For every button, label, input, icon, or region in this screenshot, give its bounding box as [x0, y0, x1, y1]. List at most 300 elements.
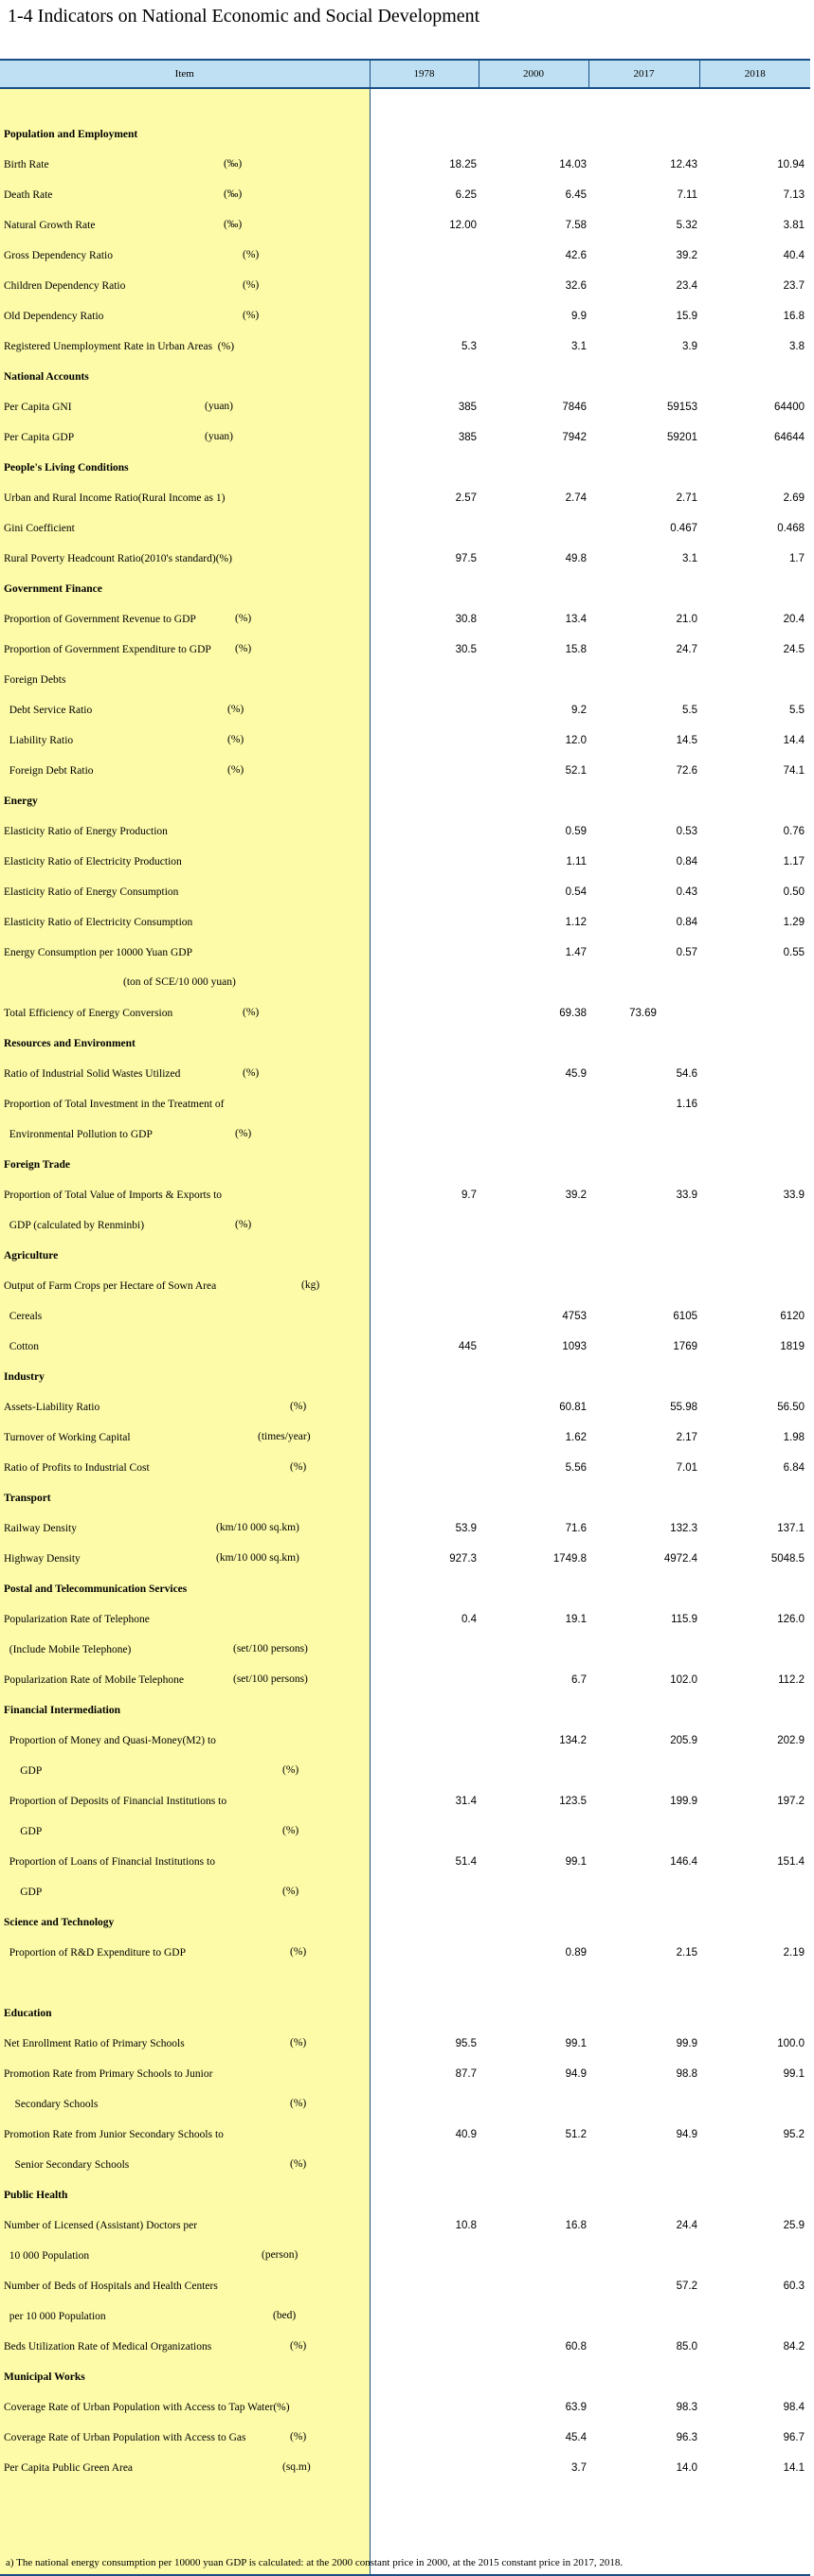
table-row — [0, 1665, 810, 1695]
value-cell-2018: 84.2 — [783, 2341, 805, 2352]
indicator-name-cell — [0, 1756, 370, 1786]
indicator-name-cell — [0, 331, 370, 362]
indicator-label: Number of Beds of Hospitals and Health Centers — [4, 2281, 218, 2292]
value-cell-2018: 112.2 — [778, 1674, 805, 1686]
value-cell-2018: 16.8 — [783, 311, 805, 322]
value-cell-2018 — [699, 2089, 810, 2120]
indicator-label: Elasticity Ratio of Energy Production — [4, 826, 168, 837]
table-row — [0, 1392, 810, 1422]
table-row — [0, 847, 810, 877]
value-cell-2018: 0.76 — [783, 826, 805, 837]
table-row — [0, 1453, 810, 1483]
indicator-name-cell — [0, 150, 370, 180]
section-heading — [0, 1241, 370, 1271]
value-cell-2000: 63.9 — [565, 2402, 587, 2413]
section-heading — [0, 453, 370, 483]
value-cell-2018 — [699, 1695, 810, 1726]
blank-row — [0, 1968, 810, 1998]
value-cell-1978: 18.25 — [449, 159, 477, 170]
value-cell-2018: 33.9 — [783, 1190, 805, 1201]
section-heading — [0, 2180, 370, 2210]
value-cell-1978 — [370, 1665, 479, 1695]
table-row — [0, 2423, 810, 2453]
value-cell-2000: 2.74 — [565, 492, 587, 504]
indicator-unit: (‰) — [224, 219, 243, 230]
value-cell-1978: 95.5 — [455, 2038, 477, 2049]
value-cell-2018 — [699, 1574, 810, 1604]
value-cell-2018 — [699, 1271, 810, 1301]
value-cell-2017 — [588, 1119, 699, 1150]
indicator-name-cell — [0, 2453, 370, 2483]
indicator-name-cell — [0, 2150, 370, 2180]
table-row — [0, 2120, 810, 2150]
value-cell-2017 — [588, 1029, 699, 1059]
section-heading — [0, 1150, 370, 1180]
value-cell-2017 — [588, 1816, 699, 1847]
table-row — [0, 271, 810, 301]
table-row — [0, 1180, 810, 1210]
table-row — [0, 2089, 810, 2120]
value-cell-2017: 98.3 — [676, 2402, 697, 2413]
table-row — [0, 2210, 810, 2241]
section-heading-row — [0, 1574, 810, 1604]
value-cell-2000 — [479, 574, 588, 604]
indicator-name-cell — [0, 1635, 370, 1665]
section-heading-label: Financial Intermediation — [4, 1705, 120, 1716]
value-cell-2018: 56.50 — [777, 1402, 805, 1413]
section-heading-row — [0, 453, 810, 483]
value-cell-1978 — [370, 1695, 479, 1726]
value-cell-2000: 60.8 — [565, 2341, 587, 2352]
table-row — [0, 2150, 810, 2180]
value-cell-2018: 1819 — [780, 1341, 805, 1352]
value-cell-1978: 51.4 — [455, 1856, 477, 1868]
indicator-label: Ratio of Industrial Solid Wastes Utilized — [4, 1068, 181, 1080]
value-cell-1978 — [370, 1483, 479, 1513]
value-cell-2000 — [479, 2089, 588, 2120]
value-cell-2000 — [479, 2301, 588, 2332]
section-heading-label: Population and Employment — [4, 129, 138, 140]
value-cell-2017: 59201 — [667, 432, 697, 443]
indicator-name-cell — [0, 1544, 370, 1574]
value-cell-2000 — [479, 1574, 588, 1604]
value-cell-1978 — [370, 1453, 479, 1483]
value-cell-2017 — [588, 1150, 699, 1180]
value-cell-2000 — [479, 1695, 588, 1726]
table-row — [0, 544, 810, 574]
value-cell-1978 — [370, 301, 479, 331]
indicator-name-cell — [0, 483, 370, 513]
indicator-name-cell — [0, 1726, 370, 1756]
value-cell-2018 — [699, 2180, 810, 2210]
value-cell-1978 — [370, 1907, 479, 1938]
value-cell-1978 — [370, 2362, 479, 2392]
column-header-2018: 2018 — [699, 60, 810, 88]
value-cell-2017: 14.0 — [676, 2462, 697, 2474]
table-row — [0, 2332, 810, 2362]
value-cell-2000 — [479, 2180, 588, 2210]
section-heading-label: Government Finance — [4, 583, 102, 595]
value-cell-2017: 0.57 — [676, 947, 697, 958]
value-cell-2017: 3.9 — [682, 341, 697, 352]
value-cell-1978 — [370, 1241, 479, 1271]
value-cell-2000: 71.6 — [565, 1523, 587, 1534]
value-cell-2000: 32.6 — [565, 280, 587, 292]
value-cell-1978: 5.3 — [461, 341, 477, 352]
value-cell-2017 — [588, 1756, 699, 1786]
value-cell-2017 — [588, 119, 699, 150]
indicator-name-cell — [0, 1180, 370, 1210]
indicator-label: Total Efficiency of Energy Conversion — [4, 1008, 173, 1019]
table-row — [0, 1513, 810, 1544]
indicator-name-cell — [0, 877, 370, 907]
value-cell-1978 — [370, 1301, 479, 1332]
value-cell-2017: 3.1 — [682, 553, 697, 564]
indicator-name-cell — [0, 301, 370, 331]
column-header-item: Item — [0, 60, 370, 88]
blank-value-cell — [588, 2483, 699, 2513]
indicator-label: Turnover of Working Capital — [4, 1432, 131, 1443]
indicator-label: 10 000 Population — [4, 2250, 90, 2262]
indicator-unit: (sq.m) — [282, 2461, 311, 2473]
indicator-name-cell — [0, 1059, 370, 1089]
indicator-unit: (%) — [227, 734, 244, 745]
value-cell-2000: 12.0 — [565, 735, 587, 746]
indicator-unit: (%) — [235, 643, 252, 654]
indicator-label: Old Dependency Ratio — [4, 311, 104, 322]
value-cell-1978 — [370, 1119, 479, 1150]
value-cell-2017: 199.9 — [670, 1796, 697, 1807]
value-cell-1978 — [370, 1816, 479, 1847]
section-heading-label: Science and Technology — [4, 1917, 115, 1928]
value-cell-2017 — [588, 1483, 699, 1513]
value-cell-2017: 115.9 — [671, 1614, 697, 1625]
indicator-name-cell — [0, 392, 370, 422]
indicator-name-cell — [0, 241, 370, 271]
value-cell-1978 — [370, 1998, 479, 2029]
indicator-name-cell — [0, 1513, 370, 1544]
value-cell-2017 — [588, 1210, 699, 1241]
value-cell-2000: 1.62 — [565, 1432, 587, 1443]
table-row — [0, 1726, 810, 1756]
indicator-unit: (yuan) — [205, 431, 234, 442]
value-cell-2000 — [479, 453, 588, 483]
blank-value-cell — [699, 88, 810, 119]
value-cell-2017: 5.5 — [682, 705, 697, 716]
value-cell-2000 — [479, 786, 588, 816]
table-row — [0, 1604, 810, 1635]
indicator-label: Secondary Schools — [4, 2099, 99, 2110]
value-cell-2000 — [479, 513, 588, 544]
table-row — [0, 2059, 810, 2089]
value-cell-1978: 97.5 — [455, 553, 477, 564]
value-cell-2000 — [479, 968, 588, 998]
section-heading-row — [0, 119, 810, 150]
table-row — [0, 2301, 810, 2332]
value-cell-2000: 6.45 — [565, 189, 587, 201]
value-cell-1978 — [370, 1726, 479, 1756]
indicator-label: Number of Licensed (Assistant) Doctors per — [4, 2220, 198, 2231]
indicator-unit: (%) — [243, 1067, 260, 1079]
value-cell-2017: 21.0 — [676, 614, 697, 625]
value-cell-1978: 12.00 — [449, 220, 477, 231]
value-cell-2017: 94.9 — [676, 2129, 697, 2140]
value-cell-1978 — [370, 1877, 479, 1907]
blank-value-cell — [370, 2513, 479, 2544]
value-cell-1978 — [370, 362, 479, 392]
indicator-unit: (%) — [290, 2158, 307, 2170]
table-row — [0, 392, 810, 422]
indicator-table-container — [0, 59, 814, 2576]
indicator-name-cell — [0, 816, 370, 847]
indicator-name-cell — [0, 695, 370, 725]
value-cell-1978 — [370, 574, 479, 604]
indicator-unit: (%) — [243, 249, 260, 260]
table-row — [0, 2241, 810, 2271]
indicator-label: Popularization Rate of Mobile Telephone — [4, 1674, 184, 1686]
section-heading-label: People's Living Conditions — [4, 462, 129, 474]
value-cell-2000 — [479, 1210, 588, 1241]
value-cell-1978 — [370, 907, 479, 938]
value-cell-2000: 7846 — [562, 402, 587, 413]
indicator-unit: (yuan) — [205, 401, 234, 412]
value-cell-2018: 7.13 — [783, 189, 805, 201]
section-heading — [0, 1907, 370, 1938]
value-cell-2017 — [588, 1362, 699, 1392]
value-cell-1978 — [370, 786, 479, 816]
indicator-label: Death Rate — [4, 189, 53, 201]
value-cell-2000: 94.9 — [565, 2068, 587, 2080]
footnote: a) The national energy consumption per 10000 yuan GDP is calculated: at the 2000 constant price in 2000, at the 2015 constant price in 2017, 2018. — [6, 2557, 624, 2568]
indicator-name-cell — [0, 180, 370, 210]
section-heading-row — [0, 1998, 810, 2029]
indicator-label: Environmental Pollution to GDP — [4, 1129, 153, 1140]
value-cell-2018: 3.8 — [789, 341, 805, 352]
indicator-name-cell — [0, 725, 370, 756]
value-cell-2017: 6105 — [673, 1311, 697, 1322]
value-cell-2018: 3.81 — [783, 220, 805, 231]
value-cell-2000: 45.9 — [565, 1068, 587, 1080]
indicator-label: Gross Dependency Ratio — [4, 250, 113, 261]
value-cell-2000 — [479, 1816, 588, 1847]
indicator-label: Children Dependency Ratio — [4, 280, 126, 292]
value-cell-1978 — [370, 1089, 479, 1119]
blank-row — [0, 88, 810, 119]
value-cell-2017 — [588, 1998, 699, 2029]
section-heading-label: Postal and Telecommunication Services — [4, 1583, 188, 1595]
value-cell-1978 — [370, 1271, 479, 1301]
value-cell-2018: 98.4 — [783, 2402, 805, 2413]
value-cell-2017: 0.84 — [676, 917, 697, 928]
section-heading-label: Energy — [4, 796, 38, 807]
value-cell-2018: 24.5 — [783, 644, 805, 655]
indicator-label: Proportion of R&D Expenditure to GDP — [4, 1947, 186, 1959]
indicator-label: per 10 000 Population — [4, 2311, 106, 2322]
value-cell-2018: 6120 — [780, 1311, 805, 1322]
value-cell-2018: 96.7 — [783, 2432, 805, 2443]
indicator-label: Cotton — [4, 1341, 40, 1352]
indicator-unit: (%) — [290, 1401, 307, 1412]
table-row — [0, 938, 810, 968]
indicator-label: Popularization Rate of Telephone — [4, 1614, 150, 1625]
table-row — [0, 604, 810, 635]
value-cell-2018: 202.9 — [777, 1735, 805, 1746]
value-cell-1978 — [370, 1422, 479, 1453]
indicator-label: Proportion of Total Value of Imports & Exports to — [4, 1190, 223, 1201]
value-cell-2018: 1.7 — [789, 553, 805, 564]
value-cell-2000 — [479, 665, 588, 695]
value-cell-2017: 59153 — [667, 402, 697, 413]
indicator-name-cell — [0, 1665, 370, 1695]
indicator-label: Foreign Debt Ratio — [4, 765, 94, 777]
indicator-name-cell — [0, 2089, 370, 2120]
value-cell-2017 — [588, 1574, 699, 1604]
table-row — [0, 968, 810, 998]
value-cell-2000: 9.9 — [571, 311, 587, 322]
table-row — [0, 1210, 810, 1241]
value-cell-2018: 6.84 — [783, 1462, 805, 1474]
value-cell-2017: 1769 — [673, 1341, 697, 1352]
value-cell-2018: 95.2 — [783, 2129, 805, 2140]
value-cell-2018 — [699, 1998, 810, 2029]
value-cell-2018 — [699, 1059, 810, 1089]
value-cell-2017 — [588, 786, 699, 816]
value-cell-1978 — [370, 725, 479, 756]
indicator-name-cell — [0, 1119, 370, 1150]
blank-item-cell — [0, 88, 370, 119]
indicator-name-cell — [0, 2120, 370, 2150]
section-heading — [0, 2362, 370, 2392]
value-cell-2000: 123.5 — [559, 1796, 587, 1807]
value-cell-2018: 126.0 — [777, 1614, 805, 1625]
value-cell-2000 — [479, 119, 588, 150]
table-row — [0, 635, 810, 665]
value-cell-2000: 1749.8 — [552, 1553, 587, 1565]
value-cell-2018 — [699, 1362, 810, 1392]
value-cell-2000: 3.1 — [571, 341, 587, 352]
value-cell-2000: 7942 — [562, 432, 587, 443]
value-cell-2017: 98.8 — [676, 2068, 697, 2080]
value-cell-1978: 53.9 — [455, 1523, 477, 1534]
indicator-label: Ratio of Profits to Industrial Cost — [4, 1462, 150, 1474]
section-heading-label: Municipal Works — [4, 2371, 85, 2383]
blank-value-cell — [699, 2483, 810, 2513]
value-cell-2018 — [699, 998, 810, 1029]
value-cell-2017: 15.9 — [676, 311, 697, 322]
value-cell-2000: 99.1 — [565, 2038, 587, 2049]
indicator-label: Net Enrollment Ratio of Primary Schools — [4, 2038, 185, 2049]
indicator-name-cell — [0, 604, 370, 635]
section-heading — [0, 362, 370, 392]
value-cell-2017: 96.3 — [676, 2432, 697, 2443]
value-cell-1978 — [370, 847, 479, 877]
indicator-label: Foreign Debts — [4, 674, 66, 686]
value-cell-2000: 13.4 — [565, 614, 587, 625]
blank-value-cell — [370, 88, 479, 119]
indicator-label: Rural Poverty Headcount Ratio(2010's standard)(%) — [4, 553, 232, 564]
indicator-name-cell — [0, 1604, 370, 1635]
section-heading-row — [0, 1029, 810, 1059]
indicator-name-cell — [0, 1453, 370, 1483]
value-cell-1978 — [370, 938, 479, 968]
section-heading — [0, 1998, 370, 2029]
value-cell-2017 — [588, 665, 699, 695]
value-cell-1978 — [370, 756, 479, 786]
value-cell-1978 — [370, 1938, 479, 1968]
value-cell-2018: 1.29 — [783, 917, 805, 928]
indicator-name-cell — [0, 2423, 370, 2453]
indicator-unit: (times/year) — [258, 1431, 311, 1442]
value-cell-2000: 60.81 — [559, 1402, 587, 1413]
table-row — [0, 1938, 810, 1968]
value-cell-2000 — [479, 2271, 588, 2301]
value-cell-2000 — [479, 362, 588, 392]
indicator-name-cell — [0, 756, 370, 786]
value-cell-2018 — [699, 362, 810, 392]
value-cell-2017: 2.15 — [676, 1947, 697, 1959]
indicator-label: Elasticity Ratio of Electricity Production — [4, 856, 182, 868]
table-row — [0, 2271, 810, 2301]
table-row — [0, 1786, 810, 1816]
indicator-unit: (%) — [282, 1764, 299, 1776]
value-cell-2017 — [588, 2180, 699, 2210]
indicator-name-cell — [0, 2241, 370, 2271]
indicator-name-cell — [0, 1332, 370, 1362]
indicator-label: Beds Utilization Rate of Medical Organizations — [4, 2341, 212, 2352]
value-cell-2018: 99.1 — [783, 2068, 805, 2080]
indicator-name-cell — [0, 1210, 370, 1241]
section-heading-label: National Accounts — [4, 371, 89, 383]
value-cell-1978: 385 — [458, 402, 477, 413]
table-row — [0, 816, 810, 847]
value-cell-2000: 51.2 — [565, 2129, 587, 2140]
value-cell-1978 — [370, 271, 479, 301]
indicator-label: Per Capita GNI — [4, 402, 72, 413]
table-row — [0, 2029, 810, 2059]
indicator-label: Urban and Rural Income Ratio(Rural Income as 1) — [4, 492, 226, 504]
indicator-label: Proportion of Loans of Financial Institutions to — [4, 1856, 215, 1868]
value-cell-2000 — [479, 1089, 588, 1119]
indicator-unit: (%) — [290, 2431, 307, 2442]
indicator-label: Gini Coefficient — [4, 523, 75, 534]
indicator-label: Highway Density — [4, 1553, 81, 1565]
value-cell-2018: 20.4 — [783, 614, 805, 625]
indicator-label: Output of Farm Crops per Hectare of Sown Area — [4, 1280, 217, 1292]
indicator-unit: (%) — [227, 704, 244, 715]
value-cell-1978 — [370, 1059, 479, 1089]
value-cell-2000 — [479, 1998, 588, 2029]
value-cell-2018 — [699, 1241, 810, 1271]
blank-value-cell — [588, 1968, 699, 1998]
value-cell-2017 — [588, 2150, 699, 2180]
value-cell-2018: 5048.5 — [770, 1553, 805, 1565]
value-cell-2017: 0.84 — [676, 856, 697, 868]
table-row — [0, 725, 810, 756]
value-cell-2017: 0.43 — [676, 886, 697, 898]
value-cell-2018 — [699, 1635, 810, 1665]
value-cell-2018 — [699, 1029, 810, 1059]
indicator-label: Coverage Rate of Urban Population with Access to Gas — [4, 2432, 246, 2443]
indicator-label: GDP — [4, 1826, 43, 1837]
value-cell-2017: 132.3 — [670, 1523, 697, 1534]
table-body — [0, 88, 810, 2575]
section-heading-row — [0, 2180, 810, 2210]
indicator-unit: (%) — [290, 2037, 307, 2048]
value-cell-2000 — [479, 1271, 588, 1301]
blank-value-cell — [588, 2513, 699, 2544]
blank-value-cell — [699, 2513, 810, 2544]
section-heading-row — [0, 1483, 810, 1513]
